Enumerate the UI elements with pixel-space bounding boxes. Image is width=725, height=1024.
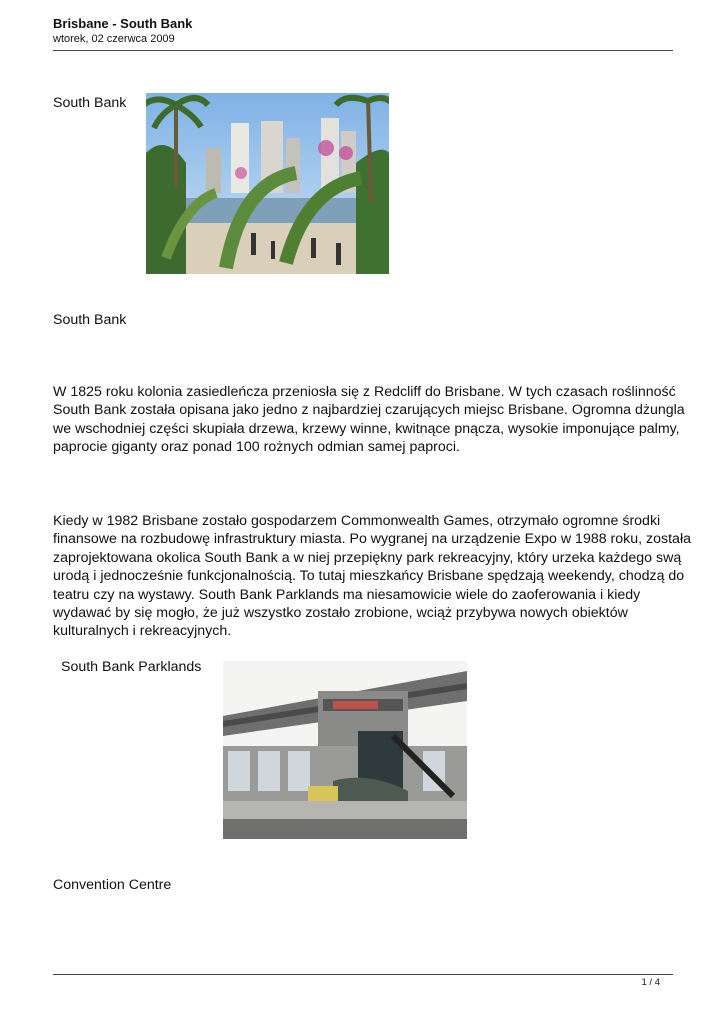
image-label-south-bank-parklands: South Bank Parklands — [61, 659, 202, 675]
south-bank-photo — [146, 93, 389, 274]
image-caption-south-bank: South Bank — [53, 312, 127, 328]
image-caption-convention-centre: Convention Centre — [53, 877, 172, 893]
page-number: 1 / 4 — [641, 977, 660, 988]
header-rule — [53, 50, 673, 51]
header-title: Brisbane - South Bank — [53, 16, 193, 31]
image-label-south-bank: South Bank — [53, 95, 127, 111]
paragraph-commonwealth-games: Kiedy w 1982 Brisbane zostało gospodarzem Commonwealth Games, otrzymało ogromne środki finansowe na rozbudowę infrastruktury miasta. Po wygranej na urządzenie Expo w 1988 roku, została zaprojektowana okolica South Bank a w niej przepiękny park rekreacyjny, który urzeka każdego swą urodą i jednocześnie funkcjonalnością. To tutaj mieszkańcy Brisbane spędzają weekendy, chodzą do teatru czy na wystawy. South Bank Parklands ma niesamowicie wiele do zaoferowania i kiedy wydawać by się mogło, że już wszystko zostało zrobione, wciąż przybywa nowych obiektów kulturalnych i rekreacyjnych. — [53, 513, 691, 640]
header-date: wtorek, 02 czerwca 2009 — [53, 33, 175, 45]
footer-rule — [53, 974, 673, 975]
convention-centre-photo — [223, 661, 467, 839]
paragraph-history: W 1825 roku kolonia zasiedleńcza przeniosła się z Redcliff do Brisbane. W tych czasach roślinność South Bank została opisana jako jedno z najbardziej czarujących miejsc Brisbane. Ogromna dżungla we wschodniej części skupiała drzewa, krzewy winne, kwitnące pnącza, wysokie imponujące palmy, paprocie giganty oraz ponad 100 rożnych odmian samej paproci. — [53, 384, 685, 456]
